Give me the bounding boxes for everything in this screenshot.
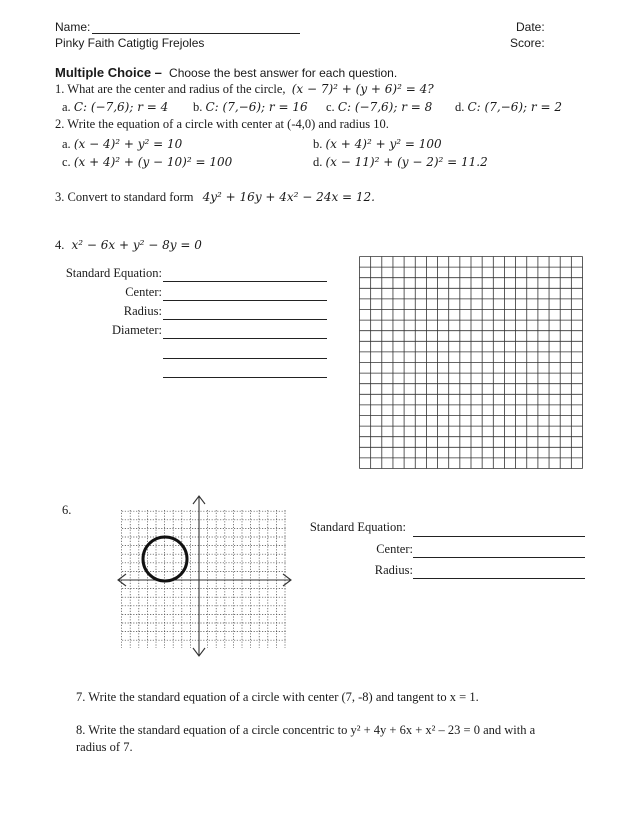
name-label: Name: (55, 20, 91, 34)
q2-option-d[interactable]: d. (x − 11)² + (y − 2)² = 11.2 (313, 155, 488, 169)
q4-standard-line[interactable] (163, 281, 327, 282)
question-8-line-1: 8. Write the standard equation of a circle concentric to y² + 4y + 6x + x² – 23 = 0 and with a (76, 723, 536, 737)
q6-radius-label: Radius: (374, 563, 413, 577)
question-1 (55, 82, 434, 97)
name-underline[interactable] (92, 33, 300, 34)
question-8-line-2: radius of 7. (76, 740, 133, 754)
q4-number: 4. (55, 238, 65, 252)
q6-standard-label: Standard Equation: (309, 520, 406, 534)
q4-diameter-label: Diameter: (112, 323, 162, 337)
q2-option-a[interactable]: a. (x − 4)² + y² = 10 (62, 137, 183, 151)
q1-option-a[interactable]: a. C: (−7,6); r = 4 (62, 100, 169, 114)
q2-option-b[interactable]: b. (x + 4)² + y² = 100 (313, 137, 442, 151)
student-name: Pinky Faith Catigtig Frejoles (55, 36, 205, 50)
mc-title: Multiple Choice – (55, 65, 162, 80)
q6-radius-line[interactable] (413, 578, 585, 579)
q4-center-line[interactable] (163, 300, 327, 301)
q1-equation: (x − 7)² + (y + 6)² = 4? (291, 82, 434, 96)
q4-equation: x² − 6x + y² − 8y = 0 (71, 238, 202, 252)
question-3 (55, 190, 375, 205)
q6-standard-line[interactable] (413, 536, 585, 537)
q4-extra-line-1[interactable] (163, 358, 327, 359)
mc-instruction: Choose the best answer for each question. (169, 66, 398, 80)
q4-radius-label: Radius: (123, 304, 162, 318)
question-2: 2. Write the equation of a circle with center at (-4,0) and radius 10. (55, 117, 389, 131)
q3-prefix: 3. Convert to standard form (55, 190, 194, 204)
score-label: Score: (510, 36, 545, 50)
q3-equation: 4y² + 16y + 4x² − 24x = 12. (202, 190, 375, 204)
question-4 (55, 238, 202, 253)
q6-number: 6. (62, 503, 72, 517)
mc-heading (55, 65, 397, 81)
date-label: Date: (516, 20, 545, 34)
q6-center-line[interactable] (413, 557, 585, 558)
q6-center-label: Center: (376, 542, 413, 556)
q4-extra-line-2[interactable] (163, 377, 327, 378)
q1-option-b[interactable]: b. C: (7,−6); r = 16 (193, 100, 308, 114)
q1-option-c[interactable]: c. C: (−7,6); r = 8 (326, 100, 433, 114)
q4-center-label: Center: (125, 285, 162, 299)
q1-option-d[interactable]: d. C: (7,−6); r = 2 (455, 100, 562, 114)
q4-diameter-line[interactable] (163, 338, 327, 339)
question-7: 7. Write the standard equation of a circle with center (7, -8) and tangent to x = 1. (76, 690, 479, 704)
q6-circle (143, 537, 187, 581)
q4-standard-label: Standard Equation: (65, 266, 162, 280)
q4-graph-grid[interactable] (359, 256, 584, 470)
q4-radius-line[interactable] (163, 319, 327, 320)
q1-prefix: 1. What are the center and radius of the circle, (55, 82, 286, 96)
q2-option-c[interactable]: c. (x + 4)² + (y − 10)² = 100 (62, 155, 233, 169)
